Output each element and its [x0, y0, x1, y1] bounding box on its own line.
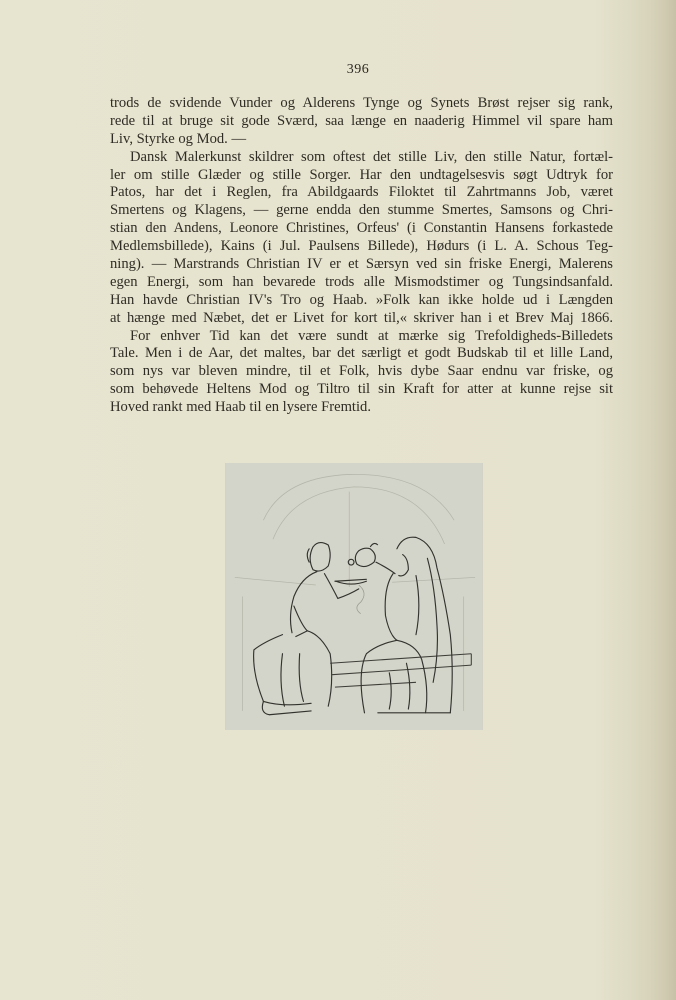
text-line: ning). — Marstrands Christian IV er et Særsyn ved sin friske Energi, Malerens: [110, 256, 613, 273]
sketch-drawing: [225, 463, 483, 730]
text-line: rede til at bruge sit gode Sværd, saa længe en naaderig Himmel vil spare ham: [110, 112, 613, 129]
text-line: For enhver Tid kan det være sundt at mærke sig Trefoldigheds-Billedets: [130, 327, 613, 344]
text-line: at hænge med Næbet, det er Livet for kort til,« skriver han i et Brev Maj 1866.: [110, 309, 613, 326]
text-line: Medlemsbillede), Kains (i Jul. Paulsens Billede), Hødurs (i L. A. Schous Teg-: [110, 238, 613, 255]
text-line: som behøvede Heltens Mod og Tiltro til sin Kraft for atter at kunne rejse sit: [110, 381, 613, 398]
text-line: stian den Andens, Leonore Christines, Orfeus' (i Constantin Hansens forkastede: [110, 220, 613, 237]
text-line: som nys var bleven mindre, til et Folk, hvis dybe Saar endnu var friske, og: [110, 363, 613, 380]
text-line: egen Energi, som han bevarede trods alle Mismodstimer og Tungsindsanfald.: [110, 273, 613, 290]
text-line: Smertens og Klagens, — gerne endda den stumme Smertes, Samsons og Chri-: [110, 202, 613, 219]
text-line: Dansk Malerkunst skildrer som oftest det stille Liv, den stille Natur, fortæl-: [130, 148, 613, 165]
text-line: Han havde Christian IV's Tro og Haab. »Folk kan ikke holde ud i Længden: [110, 291, 613, 308]
text-line: Liv, Styrke og Mod. —: [110, 130, 247, 147]
text-line: ler om stille Glæder og stille Sorger. Har den undtagelsesvis søgt Udtryk for: [110, 166, 613, 183]
body-text: [110, 95, 613, 417]
sketch-illustration: [225, 463, 483, 730]
page-number: 396: [346, 62, 370, 77]
text-line: Hoved rankt med Haab til en lysere Fremtid.: [110, 399, 371, 416]
text-line: trods de svidende Vunder og Alderens Tynge og Synets Brøst rejser sig rank,: [110, 95, 613, 111]
text-line: Patos, har det i Reglen, fra Abildgaards Filoktet til Zahrtmanns Job, været: [110, 184, 613, 201]
text-line: Tale. Men i de Aar, det maltes, bar det særligt et godt Budskab til et lille Land,: [110, 345, 613, 362]
